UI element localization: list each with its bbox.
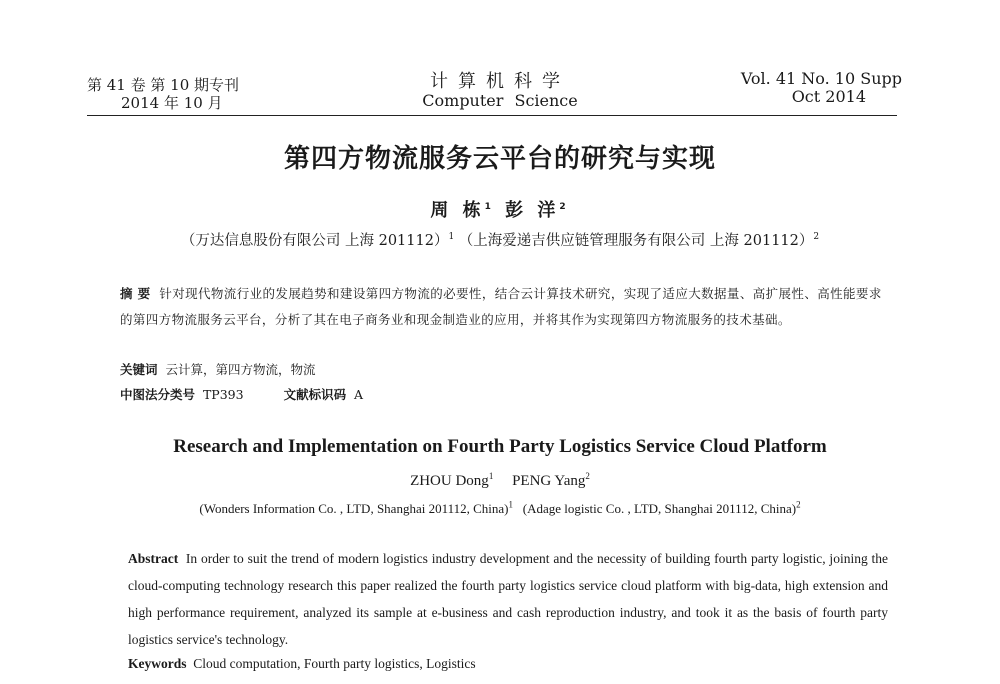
affiliation-mark: 1 — [508, 499, 513, 510]
volume-issue: 第 41 卷 第 10 期专刊 — [87, 76, 240, 94]
authors-en — [0, 473, 1000, 490]
abstract-en — [128, 545, 888, 653]
paper-title-cn: 第四方物流服务云平台的研究与实现 — [283, 144, 716, 174]
author-name: 周 栋 — [430, 200, 485, 221]
author-mark: 1 — [484, 202, 495, 212]
abstract-cn — [120, 281, 890, 333]
abstract-text-cn: 针对现代物流行业的发展趋势和建设第四方物流的必要性，结合云计算技术研究，实现了适应大数据量、高扩展性、高性能要求的第四方物流服务云平台，分析了其在电子商务业和现金制造业的应用，并将其作为实现第四方物流服务的技术基础。 — [120, 286, 882, 327]
affiliation: (Adage logistic Co. , LTD, Shanghai 201112, China) — [522, 501, 797, 516]
doc-code-label: 文献标识码 — [283, 387, 347, 402]
journal-name-cn: 计算机科学 — [430, 71, 570, 92]
author-name: PENG Yang — [512, 473, 586, 489]
authors-cn — [0, 196, 1000, 222]
author-mark: 2 — [559, 202, 570, 212]
volume-en: Vol. 41 No. 10 Supp — [740, 69, 902, 88]
affiliation: （万达信息股份有限公司 上海 201112） — [180, 233, 449, 249]
affiliation: （上海爱递吉供应链管理服务有限公司 上海 201112） — [458, 233, 814, 249]
keywords-cn — [120, 360, 315, 378]
journal-volume-en — [741, 70, 902, 106]
header-rule — [87, 115, 897, 116]
affiliations-cn — [0, 229, 1000, 250]
abstract-text-en: In order to suit the trend of modern logistics industry development and the necessity of building fourth party logistic, joining the cloud-computing technology research this paper realized the fourth party logistics service cloud platform with big-data, high extension and high performance requirement, analyzed its sample at e-business and cash reproduction industry, and took it as the basis of fourth party logistics service's technology. — [128, 551, 889, 647]
author-name: ZHOU Dong — [410, 473, 489, 489]
affiliation-mark: 2 — [813, 232, 820, 243]
author-mark: 2 — [585, 471, 590, 481]
issue-date-en: Oct 2014 — [791, 87, 866, 106]
classification-label: 中图法分类号 — [120, 387, 196, 402]
affiliation: (Wonders Information Co. , LTD, Shanghai 201112, China) — [199, 501, 509, 516]
affiliation-mark: 1 — [448, 232, 455, 243]
paper-title-en: Research and Implementation on Fourth Party Logistics Service Cloud Platform — [173, 436, 827, 457]
journal-name-en: Computer Science — [422, 91, 578, 110]
keywords-label-en: Keywords — [128, 656, 187, 671]
keywords-text-en: Cloud computation, Fourth party logistics, Logistics — [193, 656, 476, 671]
keywords-text-cn: 云计算，第四方物流，物流 — [165, 362, 316, 377]
keywords-en — [128, 656, 476, 672]
author-name: 彭 洋 — [505, 200, 560, 221]
keywords-label-cn: 关键词 — [120, 362, 158, 377]
author-mark: 1 — [488, 471, 494, 481]
affiliation-mark: 2 — [796, 499, 801, 510]
classification-value: TP393 — [202, 387, 244, 402]
affiliations-en — [0, 501, 1000, 517]
doc-code-value: A — [354, 387, 364, 402]
abstract-label-cn: 摘 要 — [120, 286, 151, 301]
abstract-label-en: Abstract — [128, 551, 179, 566]
classification-cn — [120, 385, 363, 403]
issue-date-cn: 2014 年 10 月 — [121, 94, 223, 112]
